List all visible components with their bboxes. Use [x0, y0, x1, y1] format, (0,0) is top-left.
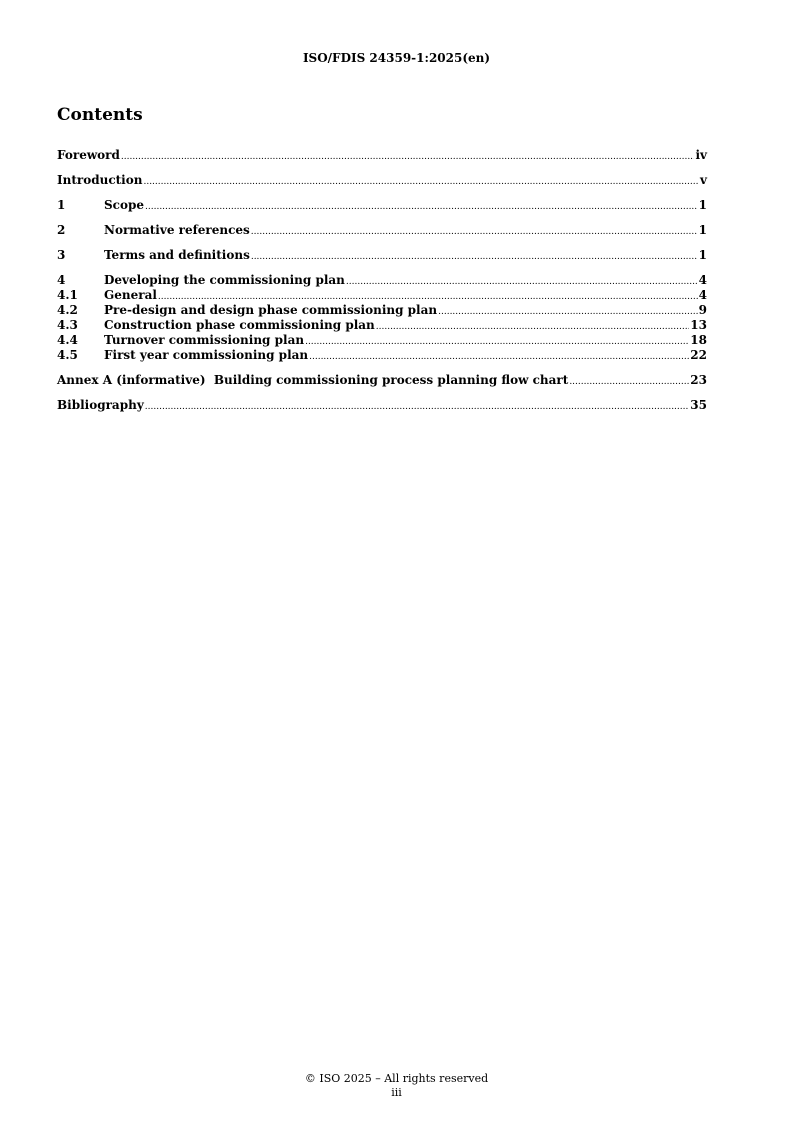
toc-entry-number: 4.2	[57, 303, 78, 317]
toc-entry-annex-a[interactable]	[57, 373, 707, 388]
toc-leader-dots	[158, 290, 698, 305]
toc-leader-dots	[346, 275, 698, 290]
toc-entry-label: Developing the commissioning plan	[104, 273, 345, 287]
toc-leader-dots	[309, 350, 689, 365]
toc-entry-number: 4.1	[57, 288, 78, 302]
toc-entry-page: 22	[690, 348, 707, 362]
toc-entry-label: General	[104, 288, 157, 302]
toc-leader-dots	[251, 225, 698, 240]
toc-entry-label: Foreword	[57, 148, 120, 162]
toc-entry-construction-plan[interactable]	[57, 318, 707, 333]
toc-entry-number: 4.5	[57, 348, 78, 362]
page-footer	[0, 1072, 793, 1100]
toc-leader-dots	[305, 335, 689, 350]
toc-entry-first-year-plan[interactable]	[57, 348, 707, 363]
toc-entry-label: Scope	[104, 198, 145, 212]
toc-leader-dots	[145, 400, 690, 415]
toc-leader-dots	[143, 175, 699, 190]
toc-entry-number: 4.4	[57, 333, 78, 347]
toc-entry-page: 13	[690, 318, 707, 332]
toc-entry-page: 1	[698, 198, 707, 212]
copyright-notice: © ISO 2025 – All rights reserved	[304, 1072, 489, 1085]
toc-entry-terms-definitions[interactable]	[57, 248, 707, 263]
toc-entry-page: 4	[698, 273, 707, 287]
toc-leader-dots	[145, 200, 698, 215]
toc-entry-label: Introduction	[57, 173, 143, 187]
toc-entry-number: 4.3	[57, 318, 78, 332]
document-header: ISO/FDIS 24359-1:2025(en)	[302, 51, 491, 65]
toc-entry-page: 18	[690, 333, 707, 347]
toc-leader-dots	[251, 250, 698, 265]
toc-entry-label: Annex A (informative) Building commissioning process planning flow chart	[57, 373, 569, 387]
page-number: iii	[391, 1086, 402, 1099]
toc-entry-page: v	[700, 173, 707, 187]
toc-entry-page: iv	[695, 148, 707, 162]
toc-entry-label: Construction phase commissioning plan	[104, 318, 375, 332]
toc-entry-page: 4	[698, 288, 707, 302]
toc-entry-number: 3	[57, 248, 66, 262]
toc-entry-label: Bibliography	[57, 398, 144, 412]
toc-entry-normative-references[interactable]	[57, 223, 707, 238]
toc-entry-page: 1	[698, 248, 707, 262]
toc-leader-dots	[569, 375, 689, 390]
toc-entry-general[interactable]	[57, 288, 707, 303]
toc-entry-introduction[interactable]	[57, 173, 707, 188]
toc-entry-number: 1	[57, 198, 66, 212]
toc-leader-dots	[376, 320, 690, 335]
toc-entry-foreword[interactable]	[57, 148, 707, 163]
toc-entry-bibliography[interactable]	[57, 398, 707, 413]
table-of-contents	[57, 148, 707, 413]
toc-entry-label: Terms and definitions	[104, 248, 250, 262]
toc-entry-label: Pre-design and design phase commissioning plan	[104, 303, 438, 317]
toc-entry-label: Turnover commissioning plan	[104, 333, 305, 347]
page-title: Contents	[57, 105, 143, 125]
toc-leader-dots	[438, 305, 698, 320]
toc-entry-pre-design-plan[interactable]	[57, 303, 707, 318]
toc-entry-number: 2	[57, 223, 66, 237]
toc-entry-scope[interactable]	[57, 198, 707, 213]
toc-entry-developing-plan[interactable]	[57, 273, 707, 288]
toc-entry-page: 9	[698, 303, 707, 317]
toc-leader-dots	[121, 150, 695, 165]
toc-entry-page: 23	[690, 373, 707, 387]
toc-entry-page: 1	[698, 223, 707, 237]
toc-entry-number: 4	[57, 273, 66, 287]
toc-entry-turnover-plan[interactable]	[57, 333, 707, 348]
toc-entry-label: Normative references	[104, 223, 250, 237]
toc-entry-page: 35	[690, 398, 707, 412]
toc-entry-label: First year commissioning plan	[104, 348, 309, 362]
